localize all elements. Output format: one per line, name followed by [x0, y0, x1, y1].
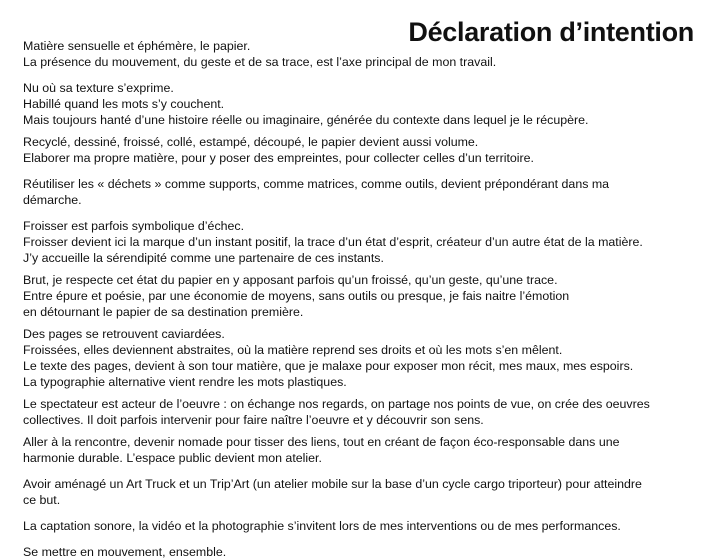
text-line: Des pages se retrouvent caviardées.: [23, 327, 225, 341]
paragraph: [23, 518, 703, 534]
text-line: La captation sonore, la vidéo et la photographie s’invitent lors de mes interventions ou de mes performances.: [23, 519, 621, 533]
text-line: J’y accueille la sérendipité comme une partenaire de ces instants.: [23, 251, 384, 265]
text-line: La présence du mouvement, du geste et de sa trace, est l’axe principal de mon travail.: [23, 55, 497, 69]
paragraph: [23, 434, 703, 466]
statement-body: [23, 38, 703, 560]
paragraph: [23, 134, 703, 166]
text-line: Matière sensuelle et éphémère, le papier.: [23, 39, 251, 53]
paragraph: [23, 218, 703, 266]
page-title: Déclaration d’intention: [408, 17, 694, 47]
text-line: Se mettre en mouvement, ensemble.: [23, 545, 227, 559]
text-line: Le spectateur est acteur de l’oeuvre : on échange nos regards, on partage nos points de vue, on crée des oeuvres: [23, 397, 650, 411]
text-line: ce but.: [23, 493, 61, 507]
text-line: Aller à la rencontre, devenir nomade pour tisser des liens, tout en créant de façon éco-responsable dans une: [23, 435, 620, 449]
paragraph: [23, 326, 703, 390]
text-line: Elaborer ma propre matière, pour y poser des empreintes, pour collecter celles d’un territoire.: [23, 151, 535, 165]
text-line: harmonie durable. L’espace public devient mon atelier.: [23, 451, 322, 465]
paragraph: [23, 272, 703, 320]
paragraph: [23, 176, 703, 208]
text-line: Froissées, elles deviennent abstraites, où la matière reprend ses droits et où les mots s’en mêlent.: [23, 343, 563, 357]
paragraph: [23, 80, 703, 128]
text-line: Réutiliser les « déchets » comme supports, comme matrices, comme outils, devient prépondérant dans ma: [23, 177, 610, 191]
paragraph: [23, 38, 703, 70]
paragraph: [23, 396, 703, 428]
text-line: Froisser est parfois symbolique d’échec.: [23, 219, 245, 233]
text-line: Entre épure et poésie, par une économie de moyens, sans outils ou presque, je fais naitre l’émotion: [23, 289, 570, 303]
paragraph: [23, 476, 703, 508]
text-line: Le texte des pages, devient à son tour matière, que je malaxe pour exposer mon récit, mes maux, mes espoirs.: [23, 359, 634, 373]
text-line: Brut, je respecte cet état du papier en y apposant parfois qu’un froissé, qu’un geste, qu’une trace.: [23, 273, 558, 287]
text-line: démarche.: [23, 193, 82, 207]
text-line: Froisser devient ici la marque d’un instant positif, la trace d’un état d’esprit, créateur d’un autre état de la matière.: [23, 235, 643, 249]
text-line: Nu où sa texture s’exprime.: [23, 81, 174, 95]
text-line: Habillé quand les mots s’y couchent.: [23, 97, 225, 111]
text-line: collectives. Il doit parfois intervenir pour faire naître l’oeuvre et y découvrir son sens.: [23, 413, 484, 427]
text-line: Recyclé, dessiné, froissé, collé, estampé, découpé, le papier devient aussi volume.: [23, 135, 479, 149]
text-line: en détournant le papier de sa destination première.: [23, 305, 304, 319]
text-line: Mais toujours hanté d’une histoire réelle ou imaginaire, générée du contexte dans lequel je le récupère.: [23, 113, 589, 127]
text-line: La typographie alternative vient rendre les mots plastiques.: [23, 375, 347, 389]
paragraph: [23, 544, 703, 560]
text-line: Avoir aménagé un Art Truck et un Trip’Art (un atelier mobile sur la base d’un cycle cargo triporteur) pour atteindre: [23, 477, 642, 491]
